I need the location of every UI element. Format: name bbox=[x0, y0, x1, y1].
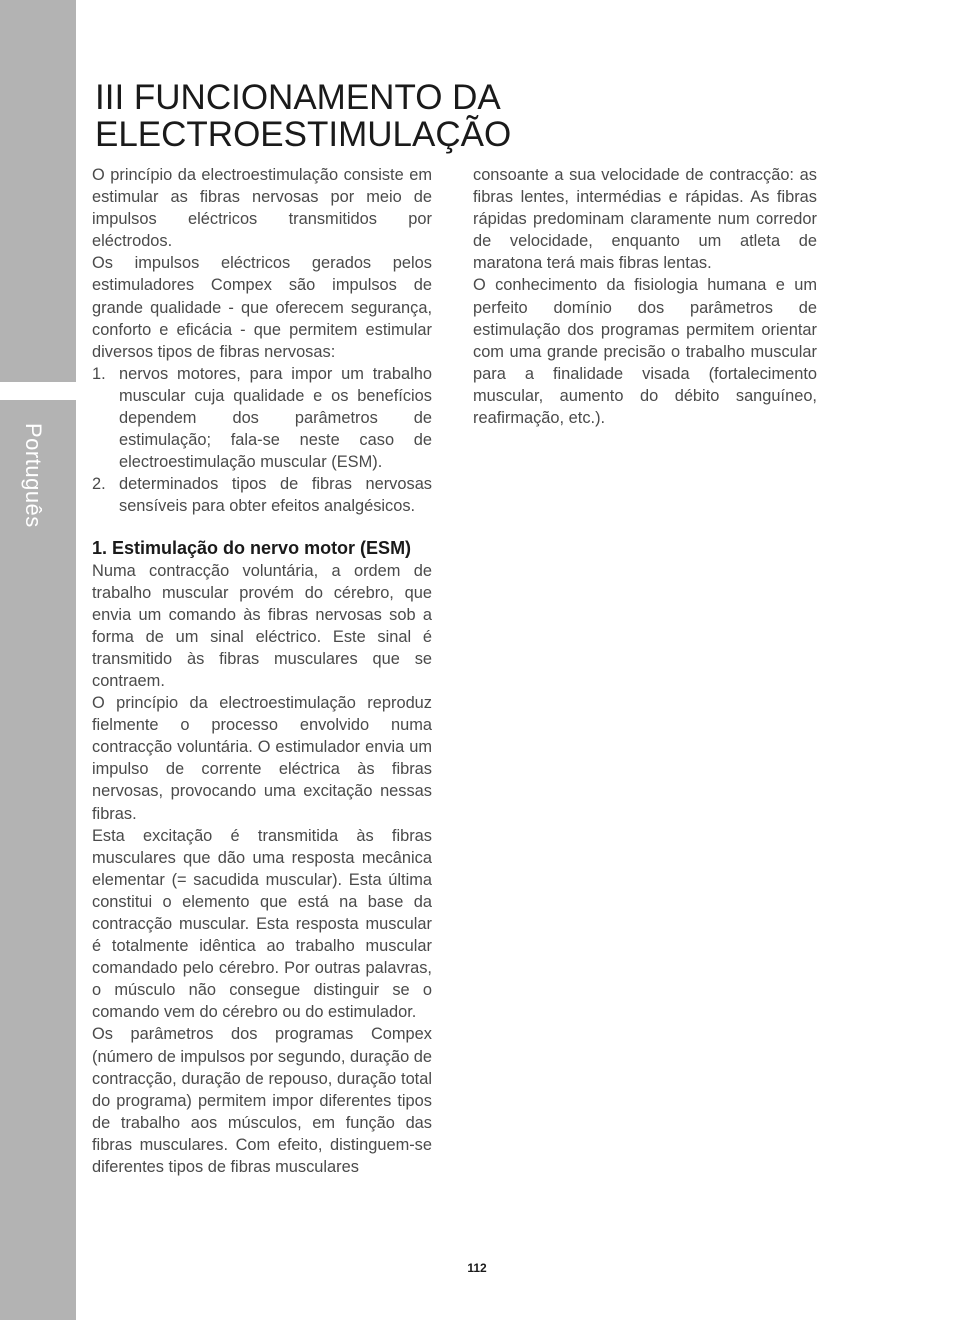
chapter-title-line-1: III FUNCIONAMENTO DA bbox=[95, 78, 501, 117]
list-item-number: 2. bbox=[92, 475, 106, 494]
language-side-strip bbox=[0, 0, 76, 1320]
list-item-number: 1. bbox=[92, 364, 106, 383]
page-number: 112 bbox=[467, 1261, 487, 1275]
section-heading: 1. Estimulação do nervo motor (ESM) bbox=[92, 537, 412, 558]
right-paragraph-2: O conhecimento da fisiologia humana e um perfeito domínio dos parâmetros de estimulação dos programas permitem orientar com uma grande precisão o trabalho muscular para a finalidade visada (fortalecimento muscular, aumento do débito sanguíneo, reafirmação, etc.). bbox=[473, 276, 817, 428]
list-item bbox=[92, 473, 432, 517]
side-strip-gap bbox=[0, 382, 76, 400]
intro-paragraph-2: Os impulsos eléctricos gerados pelos estimuladores Compex são impulsos de grande qualidade - que oferecem segurança, conforto e eficácia - que permitem estimular diversos tipos de fibras nervosas: bbox=[92, 254, 432, 361]
list-item-text: nervos motores, para impor um trabalho muscular cuja qualidade e os benefícios dependem dos parâmetros de estimulação; fala-se neste caso de electroestimulação muscular (ESM). bbox=[119, 364, 432, 472]
list-item bbox=[92, 363, 432, 473]
left-text-column bbox=[92, 164, 432, 1178]
nerve-types-list bbox=[92, 363, 432, 518]
section-paragraph-3: Esta excitação é transmitida às fibras musculares que dão uma resposta mecânica elementar (= sacudida muscular). Esta última constitui o elemento que está na base da contracção muscular. Esta resposta muscular é totalmente idêntica ao trabalho muscular comandado pelo cérebro. Por outras palavras, o músculo não consegue distinguir se o comando vem do cérebro ou do estimulador. bbox=[92, 826, 432, 1022]
section-paragraph-4: Os parâmetros dos programas Compex (número de impulsos por segundo, duração de contracção, duração de repouso, duração total do programa) permitem impor diferentes tipos de trabalho aos músculos, em função das fibras musculares. Com efeito, distinguem-se diferentes tipos de fibras musculares bbox=[92, 1025, 432, 1177]
section-paragraph-2: O princípio da electroestimulação reproduz fielmente o processo envolvido numa contracção voluntária. O estimulador envia um impulso de corrente eléctrica às fibras nervosas, provocando uma excitação nessas fibras. bbox=[92, 694, 432, 823]
section-paragraph-1: Numa contracção voluntária, a ordem de trabalho muscular provém do cérebro, que envia um comando às fibras nervosas sob a forma de um sinal eléctrico. Este sinal é transmitido às fibras musculares que se contraem. bbox=[92, 561, 432, 690]
right-text-column bbox=[473, 164, 817, 429]
language-tab-label: Português bbox=[21, 423, 46, 528]
chapter-title-line-2: ELECTROESTIMULAÇÃO bbox=[95, 115, 512, 154]
right-paragraph-1: consoante a sua velocidade de contracção: as fibras lentes, intermédias e rápidas. As fibras rápidas predominam claramente num corredor de velocidade, enquanto um atleta de maratona terá mais fibras lentas. bbox=[473, 166, 817, 273]
chapter-title bbox=[95, 79, 655, 153]
intro-paragraph-1: O princípio da electroestimulação consiste em estimular as fibras nervosas por meio de impulsos eléctricos transmitidos por eléctrodos. bbox=[92, 166, 432, 251]
list-item-text: determinados tipos de fibras nervosas sensíveis para obter efeitos analgésicos. bbox=[119, 475, 432, 516]
